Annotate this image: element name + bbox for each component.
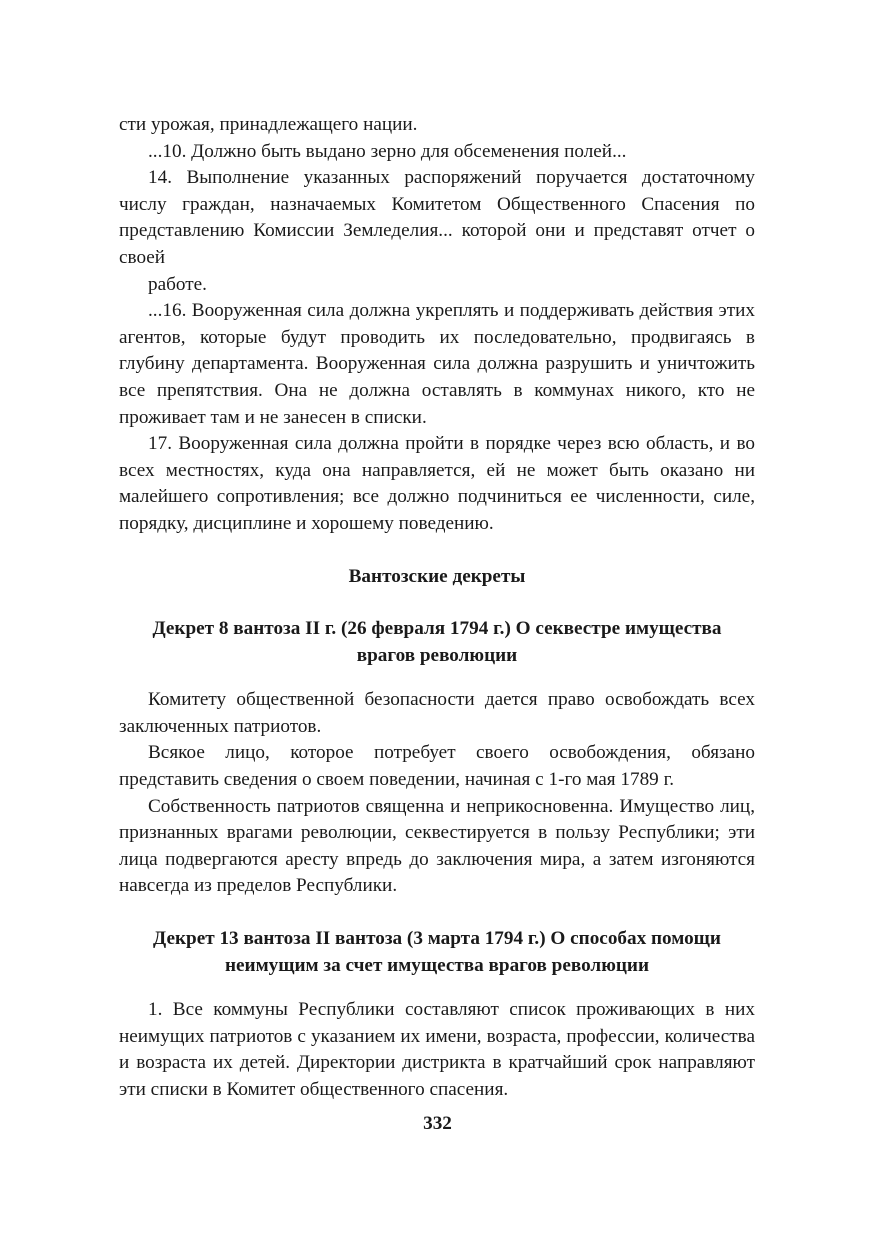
decree-item-17: 17. Вооруженная сила должна пройти в порядке через всю область, и во всех местностях, куда она направляется, ей не может быть оказано ни малейшего сопротивления; все должно подчиниться ее численности, силе, порядку, дисциплине и хорошему поведению. (119, 433, 755, 534)
decree-item-10: ...10. Должно быть выдано зерно для обсеменения полей... (148, 140, 627, 162)
page-number: 332 (423, 1113, 452, 1134)
decree-2-title: Декрет 13 вантоза II вантоза (3 марта 1794 г.) О способах помощи неимущим за счет имущества врагов революции (153, 928, 721, 976)
section-heading: Вантозские декреты (348, 565, 526, 587)
decree-item-16: ...16. Вооруженная сила должна укреплять и поддерживать действия этих агентов, которые будут проводить их последовательно, продвигаясь в глубину департамента. Вооруженная сила должна разрушить и уничтожить все препятствия. Она не должна оставлять в коммунах никого, кто не проживает там и не занесен в списки. (119, 300, 755, 428)
decree-item-14-tail: работе. (148, 273, 207, 295)
decree-1-paragraph: Комитету общественной безопасности дается право освобождать всех заключенных патриотов. (119, 689, 755, 737)
continuation-line: сти урожая, принадлежащего нации. (119, 114, 418, 135)
decree-1-title: Декрет 8 вантоза II г. (26 февраля 1794 г.) О секвестре имущества врагов революции (152, 618, 722, 666)
decree-1-paragraph: Всякое лицо, которое потребует своего освобождения, обязано представить сведения о своем поведении, начиная с 1-го мая 1789 г. (119, 742, 755, 791)
decree-1-paragraph: Собственность патриотов священна и неприкосновенна. Имущество лиц, признанных врагами революции, секвестируется в пользу Республики; эти лица подвергаются аресту впредь до заключения мира, а затем изгоняются навсегда из пределов Республики. (119, 795, 755, 897)
spacer (119, 979, 755, 997)
decree-2-paragraph: 1. Все коммуны Республики составляют список проживающих в них неимущих патриотов с указанием их имени, возраста, профессии, количества и возраста их детей. Директории дистрикта в кратчайший срок направляют эти списки в Комитет общественного спасения. (119, 999, 755, 1100)
spacer (119, 669, 755, 687)
page-body (119, 112, 755, 1104)
decree-item-14: 14. Выполнение указанных распоряжений поручается достаточному числу граждан, назначаемых Комитетом Общественного Спасения по представлению Комиссии Земледелия... которой они и представят отчет о своей (119, 167, 755, 268)
